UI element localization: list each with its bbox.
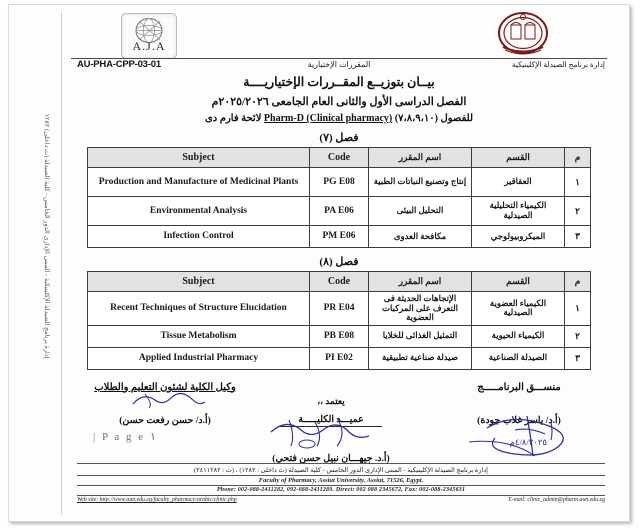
cell-department: الكيمياء الحيوية: [472, 325, 565, 347]
cell-course-name: إنتاج وتصنيع النباتات الطبية: [369, 168, 472, 197]
table-row: [88, 226, 591, 248]
cell-number: ٢: [565, 197, 591, 226]
column-header-subject: Subject: [88, 272, 310, 292]
cell-subject: Infection Control: [88, 226, 310, 248]
program-name: Pharm-D (Clinical pharmacy): [263, 113, 393, 124]
cell-code: PI E02: [310, 347, 369, 369]
document-footer: [77, 463, 605, 507]
signature-coordinator: [439, 382, 599, 426]
cell-department: الكيمياء العضوية الصيدلية: [472, 292, 565, 326]
title-block: [71, 74, 607, 124]
cell-code: PG E08: [310, 168, 369, 197]
aja-logo-text: A.J.A: [132, 39, 166, 53]
table-header-row: [88, 272, 591, 292]
footer-arabic-address: إدارة برنامج الصيدلة الإكلينيكية - المبنى الإدارى الدور الخامس - كلية الصيدلة (ث داخلى : ١٢٨٢) ، (ت : ٢٤١١٢٨٢): [194, 467, 488, 474]
table-row: [88, 168, 591, 197]
university-seal-icon: [497, 11, 549, 57]
academic-year-line: الفصل الدراسى الأول والثانى العام الجامعى ٢٠٢٥/٢٠٢٦م: [211, 96, 467, 108]
footer-links-row: [77, 495, 605, 507]
cell-number: ٣: [565, 226, 591, 248]
cell-course-name: التمثيل الغذائى للخلايا: [369, 325, 472, 347]
table-row: [88, 197, 591, 226]
column-header-subject: Subject: [88, 148, 310, 168]
dean-title: عميـــد الكليـــــة: [280, 414, 382, 427]
cell-number: ١: [565, 292, 591, 326]
margin-vertical-strip: [39, 101, 55, 371]
cell-number: ٢: [565, 325, 591, 347]
cell-subject: Environmental Analysis: [88, 197, 310, 226]
regulation-suffix: للفصول (٧،٨،٩،١٠): [394, 113, 473, 124]
column-header-course-name: اسم المقرر: [369, 148, 472, 168]
vice-dean-title: وكيل الكلية لشئون التعليم والطلاب: [94, 381, 236, 393]
approval-label: يعتمد ،،: [317, 395, 345, 406]
column-header-number: م: [565, 148, 591, 168]
scanned-paper: [8, 4, 630, 522]
footer-phones: Phone: 002-088-2411282, 092-088-2411289. Direct: 002 088 2345672, Fax: 002-088-2345631: [216, 487, 466, 493]
margin-rule: [61, 11, 62, 515]
cell-number: ١: [565, 168, 591, 197]
signature-vice-dean: [75, 382, 255, 426]
regulation-prefix: لائحة فارم دى: [204, 113, 262, 124]
column-header-department: القسم: [472, 148, 565, 168]
cell-subject: Tissue Metabolism: [88, 325, 310, 347]
document-code: AU-PHA-CPP-03-01: [77, 59, 161, 70]
semester-8-label: فصل (٨): [319, 256, 359, 268]
coordinator-title: منســـق البرنامـــــج: [477, 381, 561, 393]
column-header-course-name: اسم المقرر: [369, 272, 472, 292]
cell-code: PM E06: [310, 226, 369, 248]
cell-subject: Production and Manufacture of Medicinal Plants: [88, 168, 310, 197]
dean-name: (أ.د. جيهـــان نبيل حسن فتحي): [272, 453, 390, 464]
cell-subject: Applied Industrial Pharmacy: [88, 347, 310, 369]
semester-7-label: فصل (٧): [319, 132, 359, 144]
cell-course-name: التحليل البيئى: [369, 197, 472, 226]
vice-dean-name: (أ.د/ حسن رفعت حسن): [119, 415, 211, 426]
cell-department: الكيمياء التحليلية الصيدلية: [472, 197, 565, 226]
coordinator-name: (أ.د/ ياسر غلاب جودة): [477, 415, 561, 426]
footer-email[interactable]: E-mail: clinic_admin@pharm.aun.edu.eg: [508, 497, 605, 503]
semester-8-table: [87, 271, 591, 370]
cell-department: الميكروبيولوجي: [472, 226, 565, 248]
cell-subject: Recent Techniques of Structure Elucidation: [88, 292, 310, 326]
margin-vertical-text: إدارة برنامج الصيدلة الإكلينيكية - المبنى الإدارى الدور الخامس - كلية الصيدلة (ث داخلى) ١٢٨٢: [43, 113, 50, 359]
cell-course-name: صيدلة صناعية تطبيقية: [369, 347, 472, 369]
column-header-department: القسم: [472, 272, 565, 292]
header-right-label: إدارة برنامج الصيدلة الإكلينيكية: [511, 60, 605, 69]
header-center-label: المقررات الإختيارية: [307, 60, 371, 69]
coordinator-signature-date: ٤/٨/٢٠٢٥م: [509, 436, 547, 447]
cell-number: ٣: [565, 347, 591, 369]
program-regulation-line: [71, 113, 607, 124]
column-header-code: Code: [310, 148, 369, 168]
table-row: [88, 292, 591, 326]
document-title: بيــان بتوزيــع المقــررات الإختياريــــة: [243, 75, 435, 89]
cell-department: العقاقير: [472, 168, 565, 197]
cell-course-name: مكافحة العدوى: [369, 226, 472, 248]
semester-7-table: [87, 147, 591, 248]
table-row: [88, 347, 591, 369]
page-number: | P a g e ١: [93, 431, 156, 443]
column-header-number: م: [565, 272, 591, 292]
cell-code: PR E04: [310, 292, 369, 326]
cell-department: الصيدلة الصناعية: [472, 347, 565, 369]
column-header-code: Code: [310, 272, 369, 292]
table-header-row: [88, 148, 591, 168]
aja-logo: [121, 13, 177, 59]
cell-course-name: الإتجاهات الحديثة فى التعرف على المركبات العضوية: [369, 292, 472, 326]
document-header: [71, 11, 607, 70]
cell-code: PB E08: [310, 325, 369, 347]
table-row: [88, 325, 591, 347]
footer-english-address: Faculty of Pharmacy, Assiut University, Assiut, 71526, Egypt.: [258, 477, 424, 484]
footer-website-link[interactable]: Web site: http://www.aun.edu.eg/faculty_pharmacy/arabic/clinic.php: [77, 497, 237, 503]
cell-code: PA E06: [310, 197, 369, 226]
signature-dean: [246, 396, 416, 464]
